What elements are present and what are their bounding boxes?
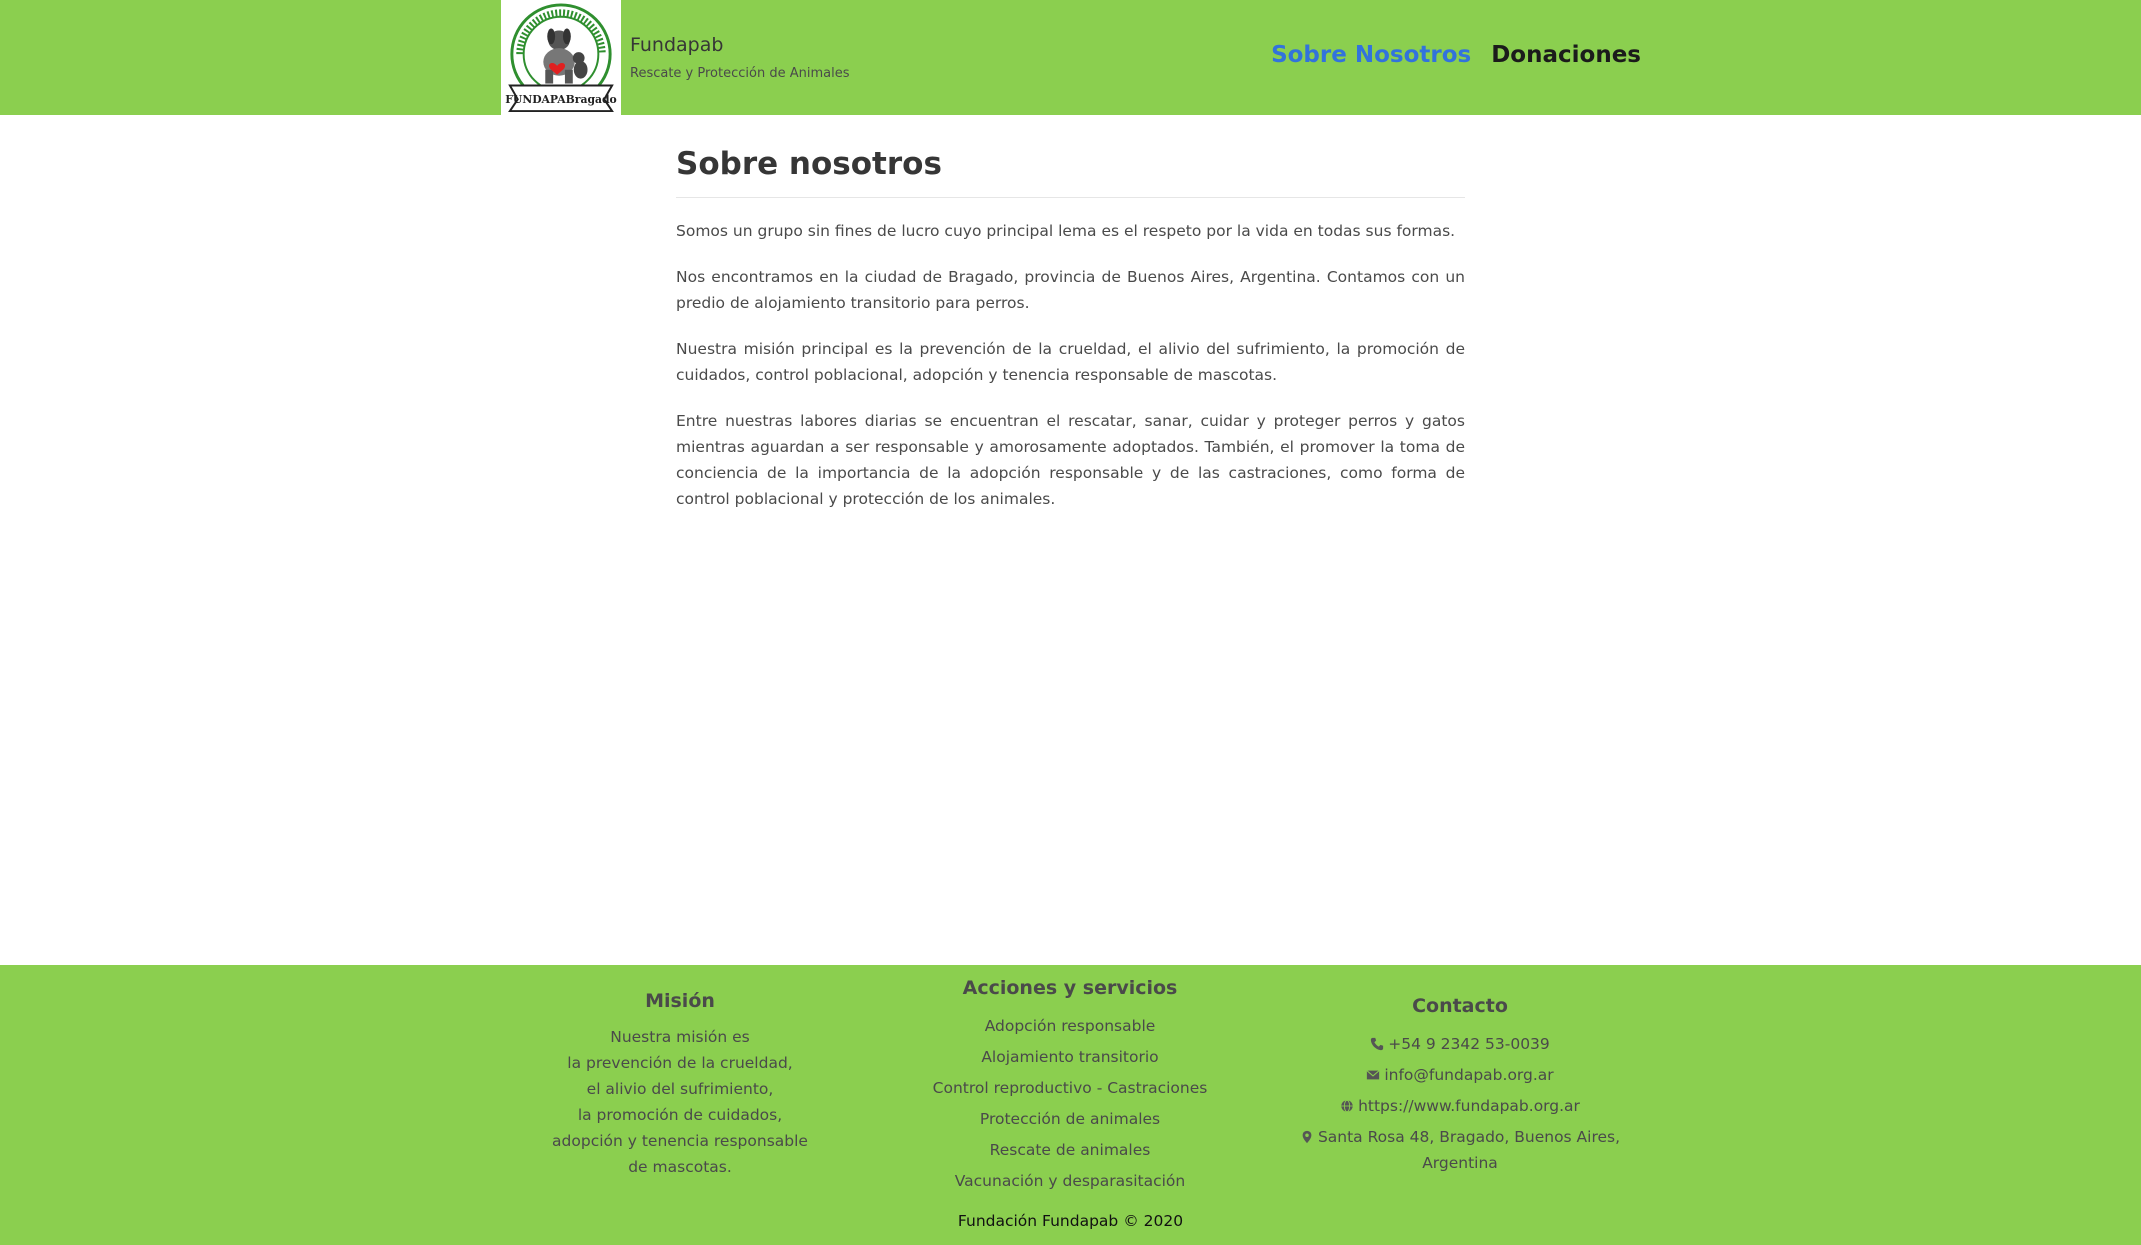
phone-icon	[1370, 1037, 1384, 1051]
contact-website[interactable]	[1290, 1091, 1630, 1122]
service-item-proteccion[interactable]: Protección de animales	[979, 1110, 1161, 1128]
fundapab-logo[interactable]	[501, 0, 621, 115]
site-header	[0, 0, 2141, 115]
paragraph-mission: Nuestra misión principal es la prevención de la crueldad, el alivio del sufrimiento, la promoción de cuidados, control poblacional, adopción y tenencia responsable de mascotas.	[676, 340, 1465, 385]
site-footer	[0, 965, 2141, 1245]
mision-line: de mascotas.	[628, 1158, 732, 1176]
contact-phone-text: +54 9 2342 53-0039	[1388, 1035, 1550, 1053]
footer-contacto	[1290, 995, 1630, 1176]
mision-line: adopción y tenencia responsable	[552, 1132, 808, 1150]
brand-name[interactable]: Fundapab	[630, 34, 724, 56]
contact-phone[interactable]	[1290, 1029, 1630, 1060]
page-title: Sobre nosotros	[676, 146, 1465, 198]
main-content	[676, 146, 1465, 512]
contact-email-text: info@fundapab.org.ar	[1384, 1066, 1554, 1084]
nav-sobre-nosotros[interactable]: Sobre Nosotros	[1271, 42, 1472, 68]
mision-line: la promoción de cuidados,	[577, 1106, 783, 1124]
footer-mision	[530, 990, 830, 1180]
paragraph-activities: Entre nuestras labores diarias se encuentran el rescatar, sanar, cuidar y proteger perros y gatos mientras aguardan a ser responsable y amorosamente adoptados. También, el promover la toma de conciencia de la importancia de la adopción responsable y de las castraciones, como forma de control poblacional y protección de los animales.	[676, 412, 1465, 509]
contact-website-text: https://www.fundapab.org.ar	[1358, 1097, 1580, 1115]
brand-tagline: Rescate y Protección de Animales	[630, 66, 850, 81]
footer-contacto-title: Contacto	[1412, 995, 1508, 1017]
footer-acciones-title: Acciones y servicios	[962, 977, 1178, 999]
svg-text:FUNDAPABragado: FUNDAPABragado	[505, 92, 617, 106]
footer-mision-title: Misión	[645, 990, 715, 1012]
mision-line: la prevención de la crueldad,	[567, 1054, 793, 1072]
paragraph-location: Nos encontramos en la ciudad de Bragado, provincia de Buenos Aires, Argentina. Contamos con un predio de alojamiento transitorio para perros.	[676, 268, 1465, 313]
contact-address-text: Santa Rosa 48, Bragado, Buenos Aires, Argentina	[1317, 1128, 1621, 1172]
envelope-icon	[1366, 1068, 1380, 1082]
map-marker-icon	[1300, 1130, 1314, 1144]
nav-donaciones[interactable]: Donaciones	[1491, 42, 1641, 68]
service-item-alojamiento[interactable]: Alojamiento transitorio	[981, 1048, 1159, 1066]
service-item-rescate[interactable]: Rescate de animales	[989, 1141, 1151, 1159]
paragraph-intro: Somos un grupo sin fines de lucro cuyo principal lema es el respeto por la vida en todas sus formas.	[676, 222, 1456, 241]
service-item-vacunacion[interactable]: Vacunación y desparasitación	[954, 1172, 1186, 1190]
service-item-adopcion[interactable]: Adopción responsable	[984, 1017, 1156, 1035]
mision-line: el alivio del sufrimiento,	[586, 1080, 774, 1098]
mision-line: Nuestra misión es	[610, 1028, 750, 1046]
footer-acciones	[920, 977, 1220, 1197]
main-nav	[1271, 42, 1641, 68]
copyright: Fundación Fundapab © 2020	[957, 1212, 1184, 1230]
contact-email[interactable]	[1290, 1060, 1630, 1091]
logo-seal-icon	[502, 1, 620, 115]
contact-address	[1290, 1124, 1630, 1176]
globe-icon	[1340, 1099, 1354, 1113]
service-item-castraciones[interactable]: Control reproductivo - Castraciones	[932, 1079, 1208, 1097]
